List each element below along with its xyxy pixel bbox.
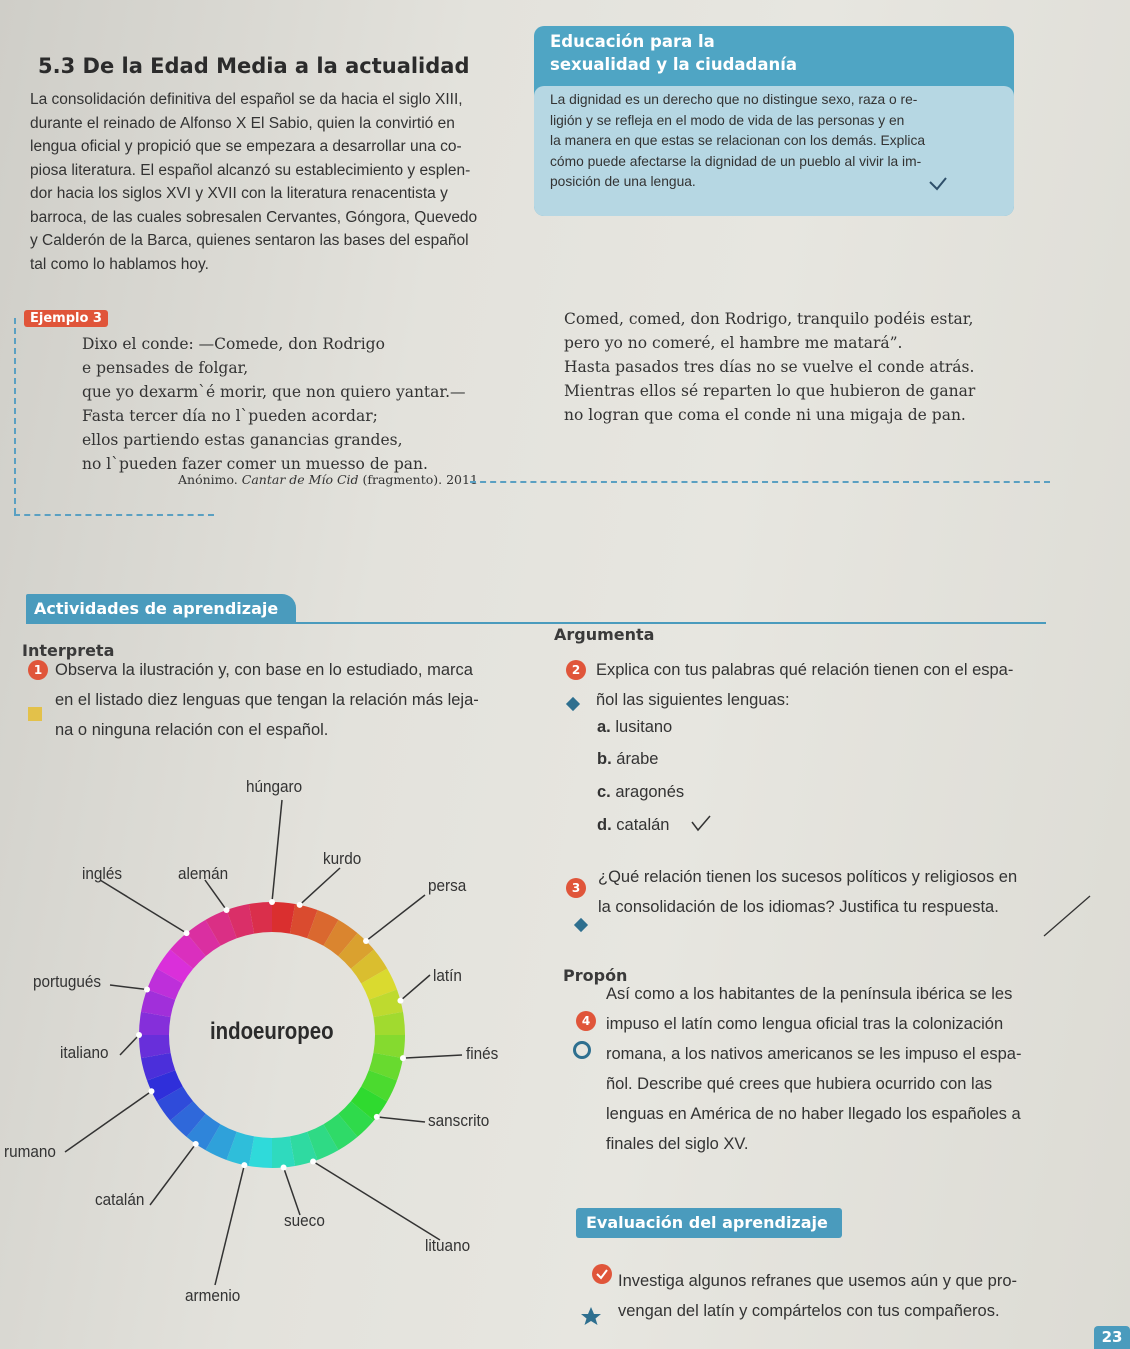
source-work: Cantar de Mío Cid (241, 472, 359, 487)
spoke-line (313, 1161, 440, 1240)
lang-label-armenio[interactable]: armenio (185, 1286, 241, 1305)
example-badge: Ejemplo 3 (24, 310, 108, 327)
ring-segment (196, 933, 213, 945)
lang-label-kurdo[interactable]: kurdo (323, 849, 362, 868)
spoke-dot (224, 907, 230, 913)
lang-label-aleman[interactable]: alemán (178, 864, 229, 883)
ring-segment (312, 924, 331, 933)
evaluation-band: Evaluación del aprendizaje (576, 1208, 842, 1238)
ring-segment (161, 976, 170, 995)
task4-badge: 4 (576, 1011, 596, 1031)
lang-label-catalan[interactable]: catalán (95, 1190, 145, 1209)
lang-label-portugues[interactable]: portugués (33, 972, 102, 991)
task-line: Así como a los habitantes de la península ibérica se les (606, 985, 1013, 1003)
spoke-dot (136, 1032, 142, 1038)
lang-label-sueco[interactable]: sueco (284, 1211, 325, 1230)
source-year: (fragmento). 2011 (362, 472, 478, 487)
source-author: Anónimo. (178, 472, 238, 487)
ring-segment (312, 1137, 331, 1146)
task-line: finales del siglo XV. (606, 1135, 749, 1153)
education-line: La dignidad es un derecho que no distingue sexo, raza o re- (550, 92, 918, 107)
spoke-line (205, 880, 227, 910)
intro-line: barroca, de las cuales sobresalen Cervantes, Góngora, Quevedo (30, 208, 478, 226)
ring-segment (156, 995, 161, 1015)
spoke-line (400, 975, 430, 1001)
task1-number (28, 660, 48, 680)
education-line: ligión y se refleja en el modo de vida de las personas y en (550, 112, 905, 128)
task-line: romana, a los nativos americanos se les impuso el espa- (606, 1045, 1022, 1063)
spoke-dot (363, 938, 369, 944)
spoke-dot (144, 987, 150, 993)
dashed-divider (14, 514, 214, 516)
task4-text (606, 979, 1076, 1159)
evaluation-text (618, 1266, 1088, 1326)
check-mark-icon (928, 176, 948, 192)
spoke-dot (397, 998, 403, 1004)
ring-segment (383, 1055, 388, 1075)
task-line: ¿Qué relación tienen los sucesos políticos y religiosos en (598, 868, 1018, 886)
spoke-dot (281, 1164, 287, 1170)
ring-segment (182, 1111, 197, 1126)
ring-segment (362, 959, 374, 976)
lang-label-persa[interactable]: persa (428, 876, 467, 895)
ring-segment (374, 976, 383, 995)
ring-segment (154, 1015, 156, 1035)
example-left-border (14, 318, 16, 514)
task2-badge: 2 (566, 660, 586, 680)
education-line: la manera en que estas se relacionan con los demás. Explica (550, 133, 926, 148)
ring-segment (348, 1111, 363, 1126)
task-line: Investiga algunos refranes que usemos aún y que pro- (618, 1272, 1017, 1290)
propon-heading: Propón (563, 966, 628, 985)
intro-line: tal como lo hablamos hoy. (30, 255, 209, 273)
task-line: ñol las siguientes lenguas: (596, 691, 790, 709)
ring-segment (374, 1075, 383, 1094)
ring-segment (272, 917, 292, 919)
star-bullet-icon (580, 1306, 602, 1326)
intro-line: durante el reinado de Alfonso X El Sabio, quien la convirtió en (30, 114, 455, 132)
poem-source (178, 472, 478, 487)
spoke-line (284, 1167, 300, 1215)
lang-label-sanscrito[interactable]: sanscrito (428, 1111, 490, 1130)
task4-number (576, 1011, 596, 1031)
argumenta-heading: Argumenta (554, 625, 655, 644)
option-b[interactable] (597, 750, 658, 769)
diamond-bullet-icon (574, 918, 588, 932)
lang-label-rumano[interactable]: rumano (4, 1142, 56, 1161)
spoke-dot (400, 1055, 406, 1061)
option-text: catalán (616, 816, 670, 834)
dashed-divider (470, 481, 1050, 483)
ring-segment (213, 924, 232, 933)
task-line: vengan del latín y compártelos con tus compañeros. (618, 1302, 1000, 1320)
ring-segment (383, 995, 388, 1015)
activities-band: Actividades de aprendizaje (26, 594, 296, 624)
task-line: lenguas en América de no haber llegado los españoles a (606, 1105, 1021, 1123)
lang-label-italiano[interactable]: italiano (60, 1043, 109, 1062)
poem-line: Dixo el conde: —Comede, don Rodrigo (82, 335, 385, 353)
option-letter: c. (597, 783, 611, 801)
spoke-line (120, 1035, 139, 1055)
task-line: en el listado diez lenguas que tengan la relación más leja- (55, 691, 479, 709)
ring-bullet-icon (573, 1041, 591, 1059)
education-title-line1: Educación para la (550, 32, 715, 51)
ring-segment (388, 1015, 390, 1035)
ring-segment (252, 1151, 272, 1153)
spoke-dot (148, 1088, 154, 1094)
task3-text (598, 862, 1078, 922)
poem-line: no l`pueden fazer comer un muesso de pan. (82, 455, 428, 473)
lang-label-latin[interactable]: latín (433, 966, 462, 985)
spoke-line (215, 1165, 244, 1285)
task1-text (55, 655, 535, 745)
task3-number (566, 878, 586, 898)
ring-segment (292, 1146, 312, 1151)
poem-old-spanish (82, 332, 542, 476)
lang-label-hungaro[interactable]: húngaro (246, 777, 303, 796)
spoke-line (150, 1144, 196, 1205)
section-title: 5.3 De la Edad Media a la actualidad (38, 54, 470, 78)
option-text: lusitano (615, 718, 673, 736)
spoke-dot (374, 1114, 380, 1120)
spoke-dot (241, 1162, 247, 1168)
intro-line: dor hacia los siglos XVI y XVII con la literatura renacentista y (30, 185, 448, 202)
square-bullet-icon (28, 707, 42, 721)
poem-line: e pensades de folgar, (82, 359, 249, 377)
spoke-dot (297, 902, 303, 908)
option-c[interactable] (597, 783, 684, 802)
intro-line: piosa literatura. El español alcanzó su establecimiento y esplen- (30, 161, 471, 179)
spoke-line (366, 895, 425, 941)
spoke-line (272, 800, 282, 902)
spoke-line (403, 1055, 462, 1058)
ring-segment (161, 1075, 170, 1094)
task2-number (566, 660, 586, 680)
spoke-dot (193, 1141, 199, 1147)
pencil-stroke (1042, 894, 1092, 938)
poem-line: Fasta tercer día no l`pueden acordar; (82, 407, 378, 425)
ring-segment (170, 1094, 182, 1111)
ring-segment (272, 1151, 292, 1153)
spoke-dot (184, 930, 190, 936)
intro-line: lengua oficial y propició que se empezara a desarrollar una co- (30, 138, 462, 155)
task2-text (596, 655, 1096, 715)
ring-segment (331, 1125, 348, 1137)
task-line: Observa la ilustración y, con base en lo estudiado, marca (55, 661, 473, 679)
poem-line: que yo dexarm`é morir, que non quiero yantar.— (82, 383, 466, 401)
ring-segment (252, 917, 272, 919)
ring-segment (292, 919, 312, 924)
lang-label-ingles[interactable]: inglés (82, 864, 122, 883)
spoke-line (100, 880, 187, 933)
task1-badge: 1 (28, 660, 48, 680)
task-line: impuso el latín como lengua oficial tras la colonización (606, 1015, 1004, 1033)
ring-segment (232, 1146, 252, 1151)
diagram-center-label: indoeuropeo (210, 1018, 334, 1045)
ring-segment (170, 959, 182, 976)
spoke-line (110, 985, 147, 990)
intro-line: La consolidación definitiva del español se da hacia el siglo XIII, (30, 91, 463, 108)
poem-line: Mientras ellos sé reparten lo que hubieron de ganar (564, 382, 976, 400)
task-line: la consolidación de los idiomas? Justifica tu respuesta. (598, 898, 999, 916)
task-line: ñol. Describe qué crees que hubiera ocurrido con las (606, 1075, 993, 1093)
task3-badge: 3 (566, 878, 586, 898)
activities-rule (26, 622, 1046, 624)
option-d[interactable] (597, 816, 669, 835)
option-letter: a. (597, 718, 611, 736)
spoke-dot (310, 1158, 316, 1164)
interpreta-heading: Interpreta (22, 641, 115, 660)
option-text: aragonés (615, 783, 685, 801)
poem-line: no logran que coma el conde ni una migaja de pan. (564, 406, 966, 424)
spoke-line (65, 1091, 151, 1152)
intro-line: y Calderón de la Barca, quienes sentaron las bases del español (30, 232, 469, 249)
education-line: cómo puede afectarse la dignidad de un pueblo al vivir la im- (550, 153, 922, 169)
ring-segment (362, 1094, 374, 1111)
spoke-line (300, 868, 340, 905)
lang-label-fines[interactable]: finés (466, 1044, 499, 1063)
spoke-dot (269, 899, 275, 905)
diamond-bullet-icon (566, 697, 580, 711)
pencil-check-mark-icon (690, 812, 726, 834)
page-number: 23 (1094, 1326, 1130, 1349)
ring-segment (154, 1035, 156, 1055)
ring-segment (388, 1035, 390, 1055)
spoke-line (377, 1117, 425, 1122)
lang-label-lituano[interactable]: lituano (425, 1236, 471, 1255)
option-a[interactable] (597, 718, 672, 737)
task-line: na o ninguna relación con el español. (55, 721, 329, 739)
poem-modern-spanish (564, 307, 1004, 427)
poem-line: ellos partiendo estas ganancias grandes, (82, 431, 403, 449)
poem-line: Comed, comed, don Rodrigo, tranquilo podéis estar, (564, 310, 974, 328)
option-letter: b. (597, 750, 612, 768)
ring-segment (156, 1055, 161, 1075)
ring-segment (232, 919, 252, 924)
ring-segment (331, 933, 348, 945)
education-title-line2: sexualidad y la ciudadanía (550, 55, 797, 74)
option-letter: d. (597, 816, 612, 834)
task-line: Explica con tus palabras qué relación tienen con el espa- (596, 661, 1014, 679)
intro-paragraph (30, 88, 510, 276)
poem-line: Hasta pasados tres días no se vuelve el conde atrás. (564, 358, 975, 376)
ring-segment (182, 945, 197, 960)
education-line: posición de una lengua. (550, 174, 696, 189)
ring-segment (348, 945, 363, 960)
option-text: árabe (616, 750, 659, 768)
ring-segment (213, 1137, 232, 1146)
check-circle-icon (592, 1264, 612, 1284)
ring-segment (196, 1125, 213, 1137)
poem-line: pero yo no comeré, el hambre me matará”. (564, 334, 903, 352)
